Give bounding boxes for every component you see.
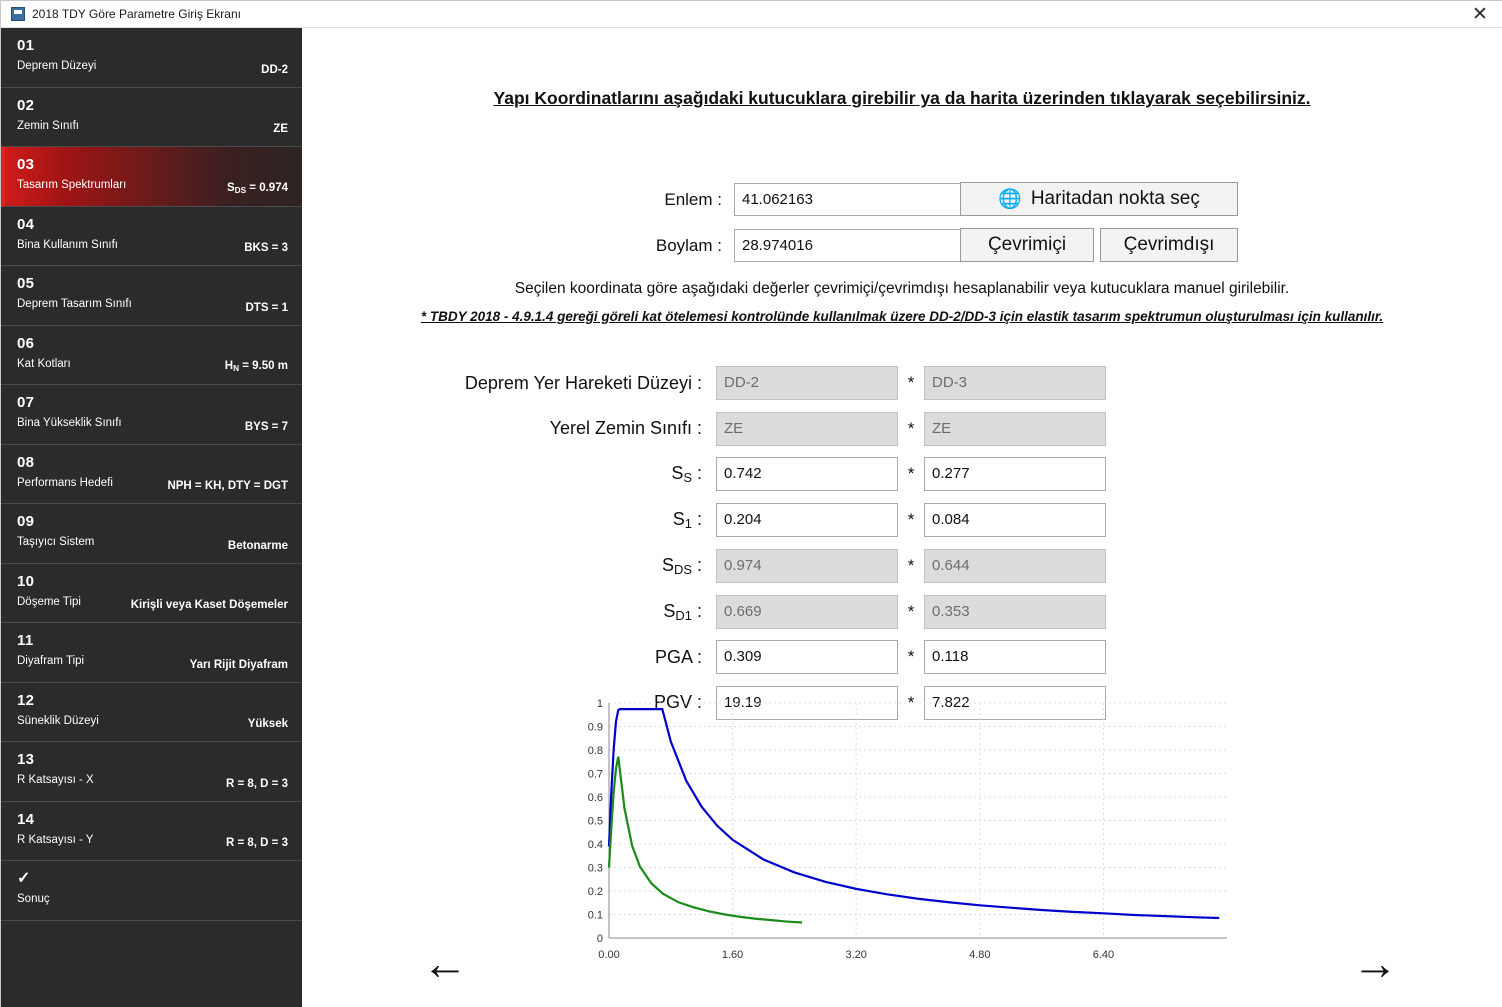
chart-series-DD-3 [609, 757, 802, 923]
sidebar-item-label: Performans Hedefi [17, 476, 113, 489]
sidebar-item-label: Deprem Düzeyi [17, 60, 97, 72]
param-row [302, 457, 1502, 491]
svg-text:6.40: 6.40 [1092, 949, 1115, 961]
longitude-input[interactable]: 28.974016 [734, 229, 974, 262]
svg-text:1.60: 1.60 [721, 949, 744, 961]
param-value-dd2: 0.669 [716, 595, 898, 629]
longitude-row [622, 229, 974, 262]
sidebar-item-07[interactable] [1, 385, 302, 445]
sidebar-item-value: R = 8, D = 3 [225, 777, 288, 790]
close-icon[interactable]: ✕ [1472, 3, 1488, 25]
svg-text:0.4: 0.4 [587, 839, 603, 851]
param-label: $S_{DS}$ : [661, 554, 702, 577]
sidebar-item-number: 10 [17, 572, 35, 590]
svg-text:1: 1 [596, 698, 603, 710]
param-star: * [907, 464, 915, 484]
svg-text:0.00: 0.00 [598, 949, 620, 961]
sidebar-item-value: DD-2 [261, 63, 288, 76]
sidebar-item-label: R Katsayısı - Y [17, 833, 94, 846]
param-value-dd2: 0.974 [716, 549, 898, 583]
sidebar-item-number: 04 [17, 215, 35, 233]
latitude-input[interactable]: 41.062163 [734, 183, 974, 216]
sidebar-item-number: 02 [17, 96, 35, 114]
sidebar-item-04[interactable] [1, 207, 302, 267]
sidebar-item-number: 07 [17, 394, 35, 411]
sidebar-item-label: Deprem Tasarım Sınıfı [17, 298, 132, 310]
sidebar-item-value: BKS = 3 [244, 242, 288, 254]
sidebar-item-label: R Katsayısı - X [17, 774, 94, 786]
prev-button[interactable]: ← [422, 937, 468, 989]
select-from-map-button[interactable] [960, 182, 1238, 216]
sidebar-item-09[interactable] [1, 504, 302, 564]
note-calculation: Seçilen koordinata göre aşağıdaki değerler çevrimiçi/çevrimdışı hesaplanabilir veya kutucuklara manuel girilebilir. [514, 280, 1290, 297]
param-label: PGA : [654, 646, 702, 667]
param-value-dd2[interactable]: 0.742 [716, 457, 898, 491]
sidebar-item-11[interactable] [1, 623, 302, 683]
param-star: * [907, 555, 915, 575]
param-value-dd3: ZE [924, 412, 1106, 446]
sidebar-item-05[interactable] [1, 266, 302, 326]
param-row [302, 503, 1502, 537]
param-star: * [907, 692, 915, 712]
sidebar-item-label: Bina Yükseklik Sınıfı [17, 417, 122, 429]
svg-text:4.80: 4.80 [969, 949, 991, 961]
sidebar-item-number: 03 [17, 156, 35, 173]
param-label: $S_S$ : [671, 463, 702, 486]
param-star: * [907, 647, 915, 667]
title-bar [1, 1, 1502, 28]
param-value-dd2: ZE [716, 412, 898, 446]
param-value-dd2[interactable]: 0.309 [716, 640, 898, 674]
svg-text:0.1: 0.1 [587, 909, 603, 922]
sidebar-item-10[interactable] [1, 564, 302, 624]
sidebar-item-label: Zemin Sınıfı [17, 119, 79, 132]
svg-text:0.9: 0.9 [587, 721, 603, 734]
sidebar-item-number: 08 [17, 453, 35, 471]
param-row [302, 412, 1502, 446]
sidebar-item-number: 12 [17, 691, 35, 709]
svg-text:0.3: 0.3 [587, 862, 603, 875]
chart-series-DD-2 [609, 709, 1219, 918]
sidebar-item-02[interactable] [1, 88, 302, 148]
sidebar-item-13[interactable] [1, 742, 302, 802]
sidebar-item-value: ZE [273, 123, 288, 135]
svg-text:0.7: 0.7 [587, 768, 603, 781]
page-title: Yapı Koordinatlarını aşağıdaki kutucuklara girebilir ya da harita üzerinden tıklayarak seçebilirsiniz. [493, 88, 1311, 108]
sidebar-item-number: ✓ [17, 870, 31, 887]
param-star: * [907, 510, 915, 530]
param-star: * [907, 373, 915, 392]
sidebar-item-label: Tasarım Spektrumları [17, 179, 127, 191]
param-label: Deprem Yer Hareketi Düzeyi : [464, 372, 702, 393]
sidebar-item-number: 14 [17, 810, 35, 828]
latitude-label: Enlem : [664, 189, 722, 209]
param-value-dd3: 0.353 [924, 595, 1106, 629]
sidebar-item-03[interactable] [1, 147, 302, 207]
sidebar-item-value: Betonarme [227, 539, 288, 552]
sidebar-item-number: 05 [17, 275, 35, 292]
sidebar-item-08[interactable] [1, 445, 302, 505]
svg-text:3.20: 3.20 [845, 949, 867, 961]
sidebar-item-number: 11 [17, 632, 34, 649]
param-row [302, 640, 1502, 674]
param-value-dd3[interactable]: 0.277 [924, 457, 1106, 491]
sidebar-item-12[interactable] [1, 683, 302, 743]
sidebar-item-14[interactable] [1, 802, 302, 862]
svg-text:0.2: 0.2 [587, 886, 603, 898]
param-star: * [907, 601, 915, 621]
param-value-dd3: 0.644 [924, 549, 1106, 583]
sidebar-item-label: Taşıyıcı Sistem [17, 536, 95, 548]
param-value-dd3[interactable]: 7.822 [924, 686, 1106, 720]
sidebar-item-sonuc[interactable] [1, 861, 302, 921]
sidebar-item-value: DTS = 1 [245, 301, 288, 314]
param-label: $S_{D1}$ : [663, 600, 702, 623]
note-tbdy-reference: * TBDY 2018 - 4.9.1.4 gereği göreli kat ötelemesi kontrolünde kullanılmak üzere DD-2/DD-3 için elastik tasarım spektrumun oluşturulması için kullanılır. [420, 309, 1384, 324]
sidebar-item-value: Yarı Rijit Diyafram [189, 658, 288, 671]
sidebar-item-value: R = 8, D = 3 [225, 837, 288, 849]
param-row [302, 366, 1502, 400]
next-button[interactable]: → [1352, 937, 1398, 989]
param-value-dd2: DD-2 [716, 366, 898, 400]
param-value-dd3: DD-3 [924, 366, 1106, 400]
globe-icon: 🌐 [998, 189, 1022, 210]
svg-text:0: 0 [596, 933, 603, 945]
latitude-row [622, 183, 974, 216]
sidebar-item-value: Kirişli veya Kaset Döşemeler [130, 599, 288, 611]
param-value-dd2[interactable]: 0.204 [716, 503, 898, 537]
sidebar-item-value: BYS = 7 [244, 420, 288, 433]
select-from-map-label: Haritadan nokta seç [1030, 188, 1200, 209]
sidebar-item-label: Diyafram Tipi [17, 655, 85, 667]
sidebar-item-number: 01 [17, 37, 35, 54]
main-panel [302, 28, 1502, 1007]
longitude-label: Boylam : [655, 235, 722, 255]
param-row [302, 595, 1502, 629]
sidebar-item-label: Süneklik Düzeyi [17, 714, 99, 727]
sidebar-item-number: 06 [17, 334, 35, 352]
sidebar-item-value: Yüksek [247, 718, 288, 730]
sidebar-item-label: Sonuç [17, 893, 50, 905]
param-label: Yerel Zemin Sınıfı : [549, 418, 702, 439]
sidebar-item-value: $H_N = 9.50$ m [224, 360, 288, 373]
sidebar-item-number: 09 [17, 513, 35, 530]
sidebar-item-label: Bina Kullanım Sınıfı [17, 238, 118, 251]
sidebar-item-label: Döşeme Tipi [17, 595, 81, 608]
param-row [302, 549, 1502, 583]
sidebar-item-06[interactable] [1, 326, 302, 386]
window-title: 2018 TDY Göre Parametre Giriş Ekranı [32, 7, 241, 21]
param-label: PGV : [653, 692, 702, 713]
param-star: * [907, 418, 915, 438]
sidebar-item-01[interactable] [1, 28, 302, 88]
svg-text:0.8: 0.8 [587, 745, 603, 757]
svg-text:0.6: 0.6 [587, 792, 603, 804]
sidebar [1, 28, 302, 1007]
app-icon [11, 7, 25, 21]
sidebar-item-value: NPH = KH, DTY = DGT [167, 480, 288, 492]
online-button[interactable]: Çevrimiçi [960, 228, 1094, 262]
param-value-dd3[interactable]: 0.084 [924, 503, 1106, 537]
offline-button[interactable]: Çevrimdışı [1100, 228, 1238, 262]
svg-text:0.5: 0.5 [587, 815, 603, 828]
param-label: $S_1$ : [672, 509, 702, 532]
param-value-dd2[interactable]: 19.19 [716, 686, 898, 720]
spectrum-chart-svg [557, 693, 1237, 978]
sidebar-item-number: 13 [17, 751, 35, 768]
sidebar-item-value: $S_{DS} = 0.974$ [226, 181, 288, 195]
sidebar-item-label: Kat Kotları [17, 357, 71, 370]
param-value-dd3[interactable]: 0.118 [924, 640, 1106, 674]
spectrum-chart [557, 693, 1237, 978]
